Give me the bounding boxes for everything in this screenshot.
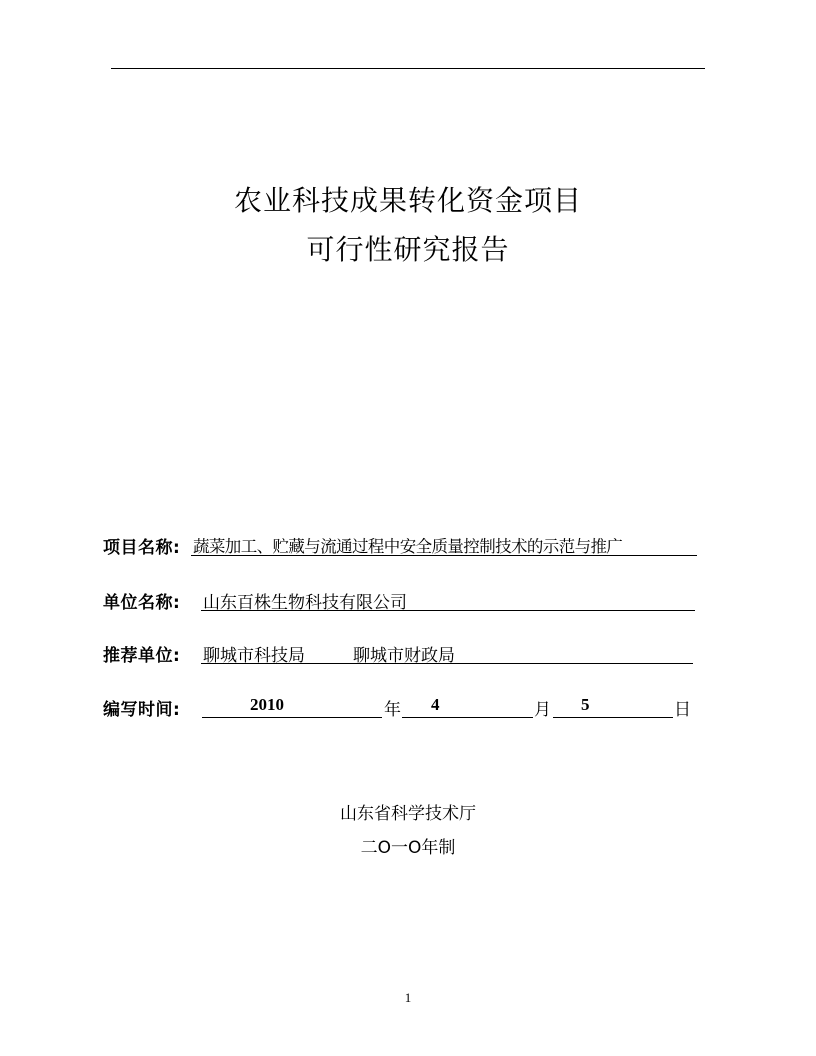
day-value: 5 <box>581 695 590 714</box>
month-underline <box>402 717 533 718</box>
unit-name-value: 山东百株生物科技有限公司 <box>203 593 407 613</box>
year-made: 二O一O年制 <box>360 838 456 858</box>
year-underline <box>202 717 382 718</box>
unit-name-label: 单位名称: <box>103 593 181 613</box>
page-number: 1 <box>404 990 412 1005</box>
day-unit: 日 <box>674 700 691 720</box>
recommending-unit-value-2: 聊城市财政局 <box>353 646 455 666</box>
issuer: 山东省科学技术厅 <box>340 804 476 824</box>
unit-name-field <box>103 588 703 614</box>
month-unit: 月 <box>534 700 551 720</box>
year-value: 2010 <box>250 695 284 714</box>
year-unit: 年 <box>384 700 401 720</box>
header-rule <box>111 68 705 69</box>
compile-time-label: 编写时间: <box>103 700 181 720</box>
recommending-unit-field <box>103 641 703 667</box>
project-name-value: 蔬菜加工、贮藏与流通过程中安全质量控制技术的示范与推广 <box>193 537 623 556</box>
document-title: 农业科技成果转化资金项目 <box>233 184 582 217</box>
day-underline <box>553 717 673 718</box>
month-value: 4 <box>431 695 440 714</box>
project-name-field <box>103 533 703 559</box>
project-name-label: 项目名称: <box>103 538 181 558</box>
compile-time-field <box>103 695 703 721</box>
recommending-unit-value-1: 聊城市科技局 <box>203 646 305 666</box>
recommending-unit-label: 推荐单位: <box>103 646 181 666</box>
document-subtitle: 可行性研究报告 <box>306 233 510 266</box>
